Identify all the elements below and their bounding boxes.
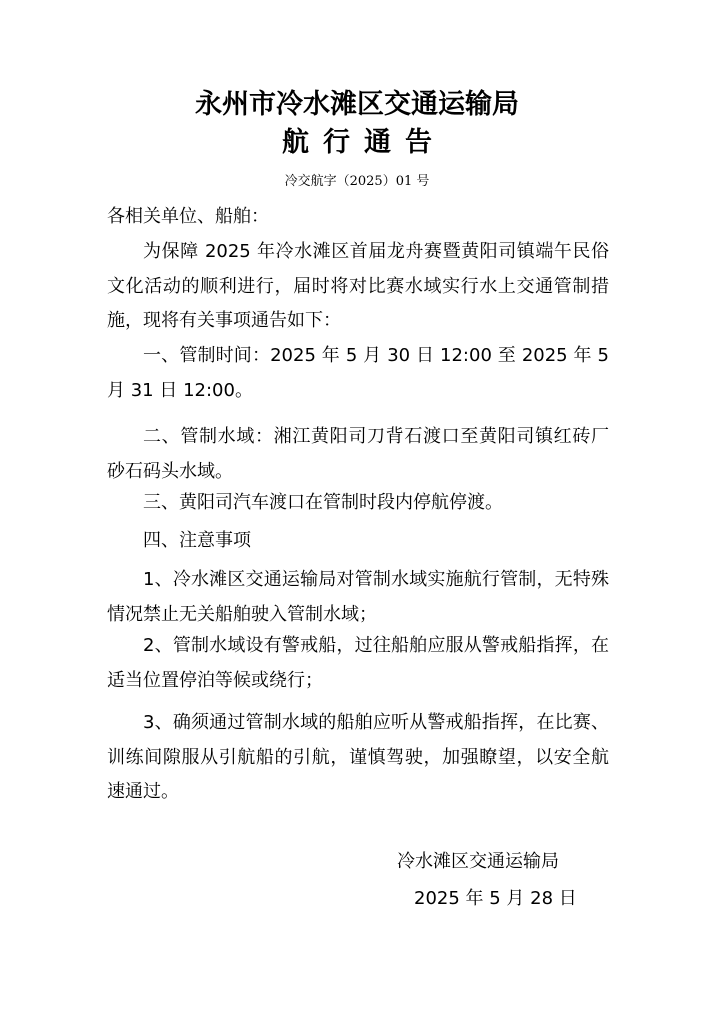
- signature-organization: 冷水滩区交通运输局: [397, 851, 559, 872]
- note-item: 1、冷水滩区交通运输局对管制水域实施航行管制，无特殊情况禁止无关船舶驶入管制水域；: [107, 569, 609, 625]
- notes-heading: 四、注意事项: [143, 530, 251, 551]
- page-title: 永州市冷水滩区交通运输局: [195, 89, 519, 120]
- note-item: 3、确须通过管制水域的船舶应听从警戒船指挥，在比赛、训练间隙服从引航船的引航，谨慎驾驶，加强瞭望，以安全航速通过。: [107, 712, 609, 802]
- document-number: 冷交航字（2025）01 号: [284, 174, 430, 189]
- ferry-suspension-paragraph: 三、黄阳司汽车渡口在管制时段内停航停渡。: [143, 492, 503, 513]
- control-time-paragraph: 一、管制时间：2025 年 5 月 30 日 12:00 至 2025 年 5 月 31 日 12:00。: [107, 345, 609, 401]
- note-item: 2、管制水域设有警戒船，过往船舶应服从警戒船指挥，在适当位置停泊等候或绕行；: [107, 635, 609, 691]
- control-area-paragraph: 二、管制水域：湘江黄阳司刀背石渡口至黄阳司镇红砖厂砂石码头水域。: [107, 426, 609, 482]
- salutation: 各相关单位、船舶：: [107, 206, 269, 227]
- signature-date: 2025 年 5 月 28 日: [414, 888, 577, 909]
- notice-type-title: 航行通告: [282, 127, 446, 158]
- intro-paragraph: 为保障 2025 年冷水滩区首届龙舟赛暨黄阳司镇端午民俗文化活动的顺利进行，届时将对比赛水域实行水上交通管制措施，现将有关事项通告如下：: [107, 241, 609, 331]
